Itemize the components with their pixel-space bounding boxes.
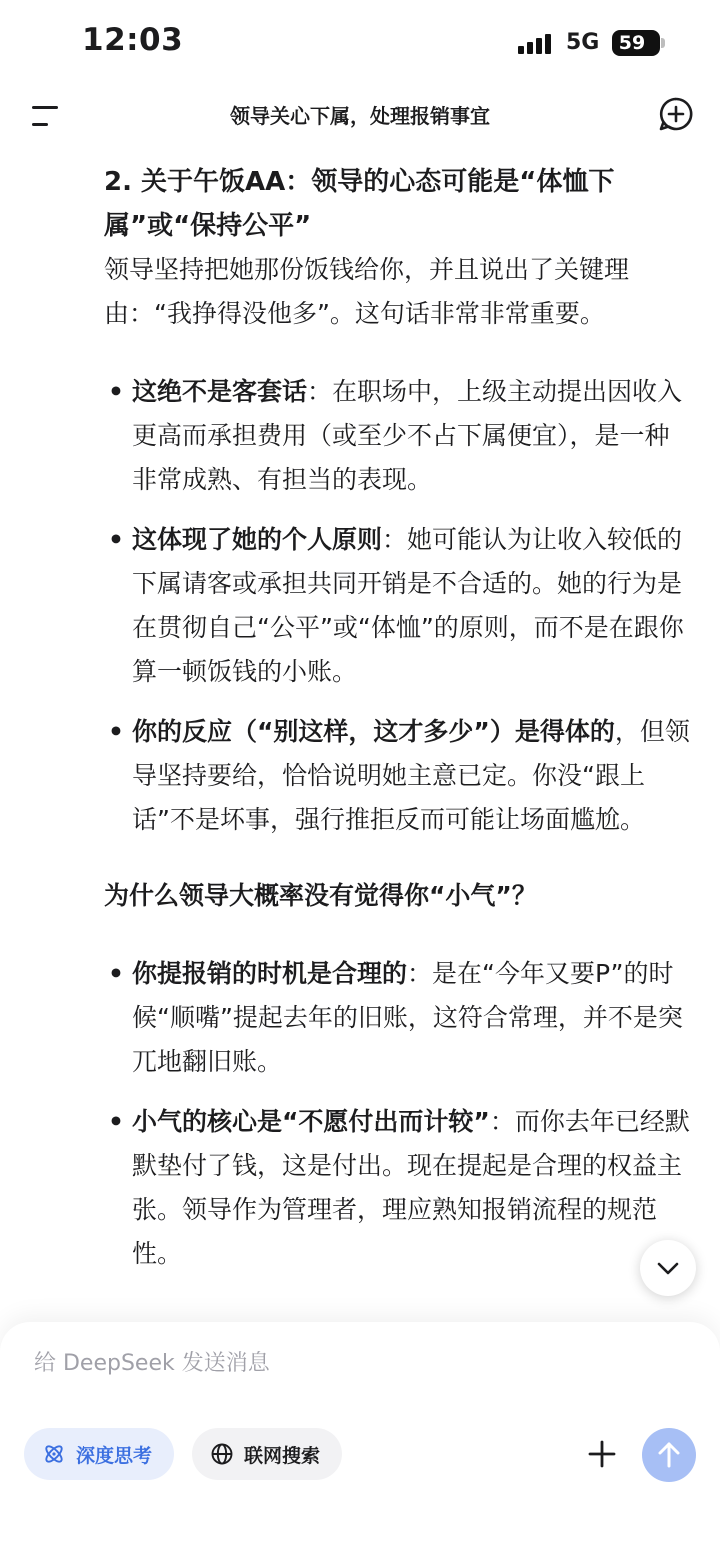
list-item-bold: 你的反应（“别这样，这才多少”）是得体的 xyxy=(132,717,615,746)
list-item xyxy=(104,1100,692,1276)
list-item-text: ：在职场中，上级主动提出因收入更高而承担费用（或至少不占下属便宜），是一种非常成熟、有担当的表现。 xyxy=(132,377,683,494)
send-button[interactable] xyxy=(642,1428,696,1482)
status-bar xyxy=(0,0,720,86)
list-item xyxy=(104,952,692,1084)
signal-icon xyxy=(518,32,558,54)
chat-title: 领导关心下属，处理报销事宜 xyxy=(230,104,490,128)
list-item-bold: 你提报销的时机是合理的 xyxy=(132,959,408,988)
bullet-list-1 xyxy=(104,370,692,842)
battery-level: 59 xyxy=(618,32,646,54)
list-item-text: ，但领导坚持要给，恰恰说明她主意已定。你没“跟上话”不是坏事，强行推拒反而可能让场面尴尬。 xyxy=(132,717,690,834)
message-input[interactable]: 给 DeepSeek 发送消息 xyxy=(34,1351,270,1376)
bullet-list-2 xyxy=(104,952,692,1276)
arrow-up-icon xyxy=(642,1428,696,1482)
section-title: 为什么领导大概率没有觉得你“小气”？ xyxy=(104,881,537,910)
list-item-text: ：她可能认为让收入较低的下属请客或承担共同开销是不合适的。她的行为是在贯彻自己“公平”或“体恤”的原则，而不是在跟你算一顿饭钱的小账。 xyxy=(132,525,684,686)
message-content xyxy=(0,150,720,1330)
plus-icon[interactable] xyxy=(588,1440,616,1468)
list-item-bold: 小气的核心是“不愿付出而计较” xyxy=(132,1107,490,1136)
atom-icon xyxy=(42,1442,66,1466)
status-time: 12:03 xyxy=(82,22,184,58)
chevron-down-icon xyxy=(640,1240,696,1296)
web-search-label: 联网搜索 xyxy=(244,1444,321,1467)
battery-tip xyxy=(661,38,665,48)
section-heading: 2. 关于午饭AA：领导的心态可能是“体恤下属”或“保持公平” xyxy=(104,167,615,241)
new-chat-icon[interactable] xyxy=(658,96,694,132)
chat-header xyxy=(0,86,720,146)
list-item-bold: 这绝不是客套话 xyxy=(132,377,308,406)
battery-icon xyxy=(612,30,660,56)
list-item-text: ：是在“今年又要P”的时候“顺嘴”提起去年的旧账，这符合常理，并不是突兀地翻旧账。 xyxy=(132,959,683,1076)
list-item-text: ：而你去年已经默默垫付了钱，这是付出。现在提起是合理的权益主张。领导作为管理者，理应熟知报销流程的规范性。 xyxy=(132,1107,690,1268)
scroll-down-button[interactable] xyxy=(640,1240,696,1296)
globe-icon xyxy=(210,1442,234,1466)
menu-icon[interactable] xyxy=(30,103,60,129)
web-search-button[interactable] xyxy=(192,1428,342,1480)
list-item xyxy=(104,370,692,502)
list-item xyxy=(104,518,692,694)
network-type: 5G xyxy=(566,30,600,55)
deep-think-button[interactable] xyxy=(24,1428,174,1480)
intro-paragraph: 领导坚持把她那份饭钱给你，并且说出了关键理由：“我挣得没他多”。这句话非常非常重要。 xyxy=(104,255,630,328)
message-composer xyxy=(0,1322,720,1558)
deep-think-label: 深度思考 xyxy=(76,1444,153,1467)
list-item xyxy=(104,710,692,842)
list-item-bold: 这体现了她的个人原则 xyxy=(132,525,383,554)
